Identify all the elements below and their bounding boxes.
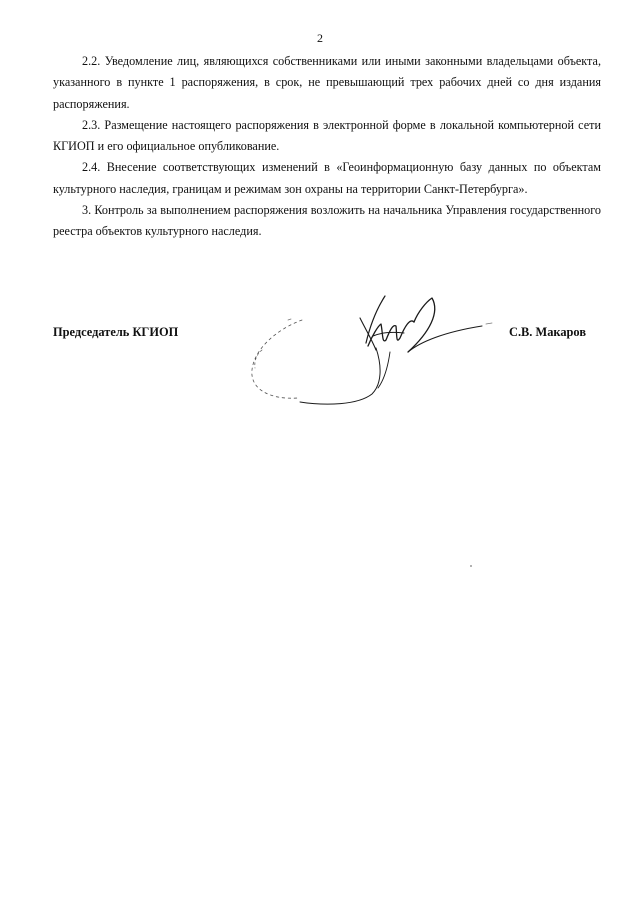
document-body: [53, 51, 601, 243]
paragraph-2-4: 2.4. Внесение соответствующих изменений в «Геоинформационную базу данных по объектам культурного наследия, границам и режимам зон охраны на территории Санкт-Петербурга».: [53, 160, 601, 196]
paragraph-3: 3. Контроль за выполнением распоряжения возложить на начальника Управления государственного реестра объектов культурного наследия.: [53, 203, 601, 239]
signatory-role: Председатель КГИОП: [53, 325, 179, 339]
handwritten-signature: [240, 288, 505, 413]
scan-speck: [470, 565, 472, 567]
page-number: 2: [317, 31, 323, 45]
paragraph-2-2: 2.2. Уведомление лиц, являющихся собственниками или иными законными владельцами объекта, указанного в пункте 1 распоряжения, в срок, не превышающий трех рабочих дней со дня издания распоряжения.: [53, 54, 601, 111]
signatory-name: С.В. Макаров: [509, 325, 587, 339]
paragraph-2-3: 2.3. Размещение настоящего распоряжения в электронной форме в локальной компьютерной сети КГИОП и его официальное опубликование.: [53, 117, 601, 154]
